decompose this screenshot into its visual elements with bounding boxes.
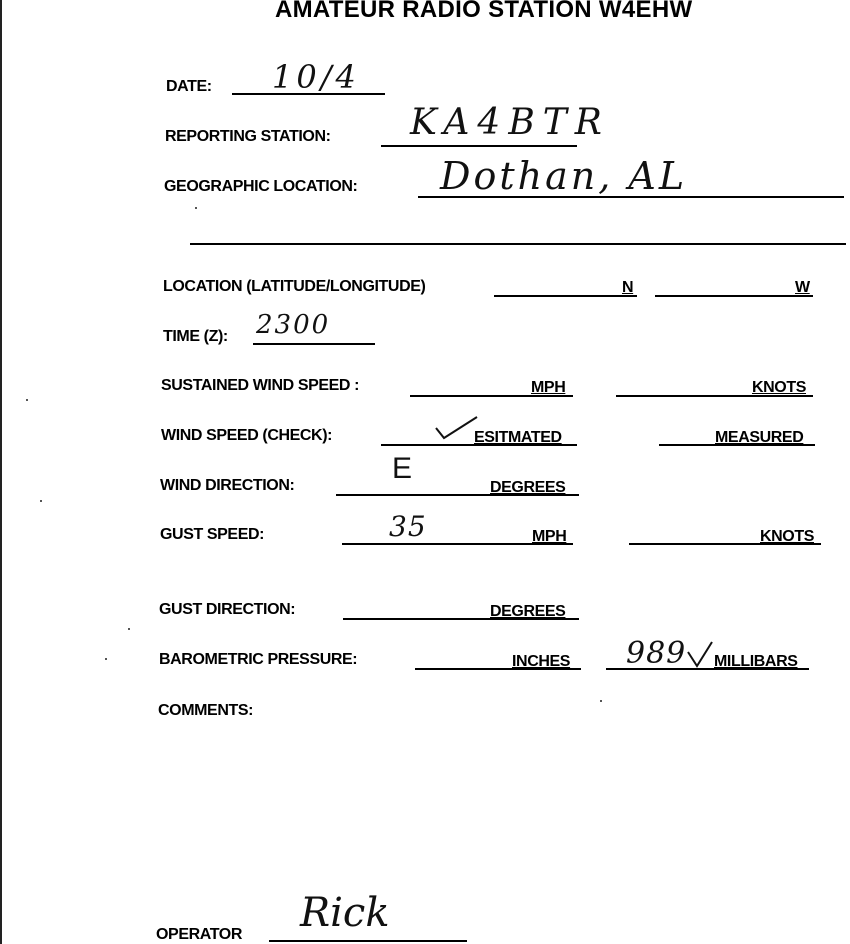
barometric-millibars-value[interactable]: 989	[626, 636, 687, 671]
operator-label: OPERATOR	[156, 926, 242, 943]
geographic-location-label: GEOGRAPHIC LOCATION:	[164, 178, 358, 195]
form-title: AMATEUR RADIO STATION W4EHW	[275, 0, 693, 23]
geographic-location-value[interactable]: Dothan, AL	[440, 154, 688, 198]
scan-speck	[26, 399, 28, 401]
scan-speck	[40, 500, 42, 502]
date-value[interactable]: 10/4	[272, 58, 360, 96]
wind-direction-unit: DEGREES	[490, 479, 566, 496]
longitude-line	[655, 295, 813, 297]
geographic-location-line-2	[190, 243, 846, 245]
wind-direction-label: WIND DIRECTION:	[160, 477, 295, 494]
gust-speed-knots-unit: KNOTS	[760, 528, 815, 545]
scan-speck	[105, 658, 107, 660]
measured-option-label: MEASURED	[715, 429, 804, 446]
time-value[interactable]: 2300	[256, 310, 331, 340]
latitude-unit: N	[622, 279, 634, 296]
gust-speed-label: GUST SPEED:	[160, 526, 265, 543]
wind-direction-value[interactable]: E	[392, 452, 417, 485]
barometric-millibars-unit: MILLIBARS	[714, 653, 798, 670]
location-latlon-label: LOCATION (LATITUDE/LONGITUDE)	[163, 278, 426, 295]
operator-value[interactable]: Rick	[300, 890, 390, 936]
latitude-line	[494, 295, 637, 297]
scan-speck	[600, 700, 602, 702]
gust-direction-unit: DEGREES	[490, 603, 566, 620]
scan-speck	[128, 628, 130, 630]
gust-speed-mph-unit: MPH	[532, 528, 567, 545]
longitude-unit: W	[795, 279, 810, 296]
sustained-wind-mph-unit: MPH	[531, 379, 566, 396]
operator-line	[269, 940, 467, 942]
barometric-pressure-label: BAROMETRIC PRESSURE:	[159, 651, 358, 668]
sustained-wind-knots-unit: KNOTS	[752, 379, 807, 396]
estimated-option-label: ESITMATED	[474, 429, 562, 446]
reporting-station-label: REPORTING STATION:	[165, 128, 331, 145]
gust-direction-label: GUST DIRECTION:	[159, 601, 296, 618]
time-line	[253, 343, 375, 345]
wind-speed-check-label: WIND SPEED (CHECK):	[161, 427, 333, 444]
date-label: DATE:	[166, 78, 212, 95]
page-edge	[0, 0, 2, 944]
millibars-checkmark-icon	[685, 640, 715, 670]
reporting-station-value[interactable]: KA4BTR	[410, 102, 610, 143]
scan-speck	[195, 207, 197, 209]
time-label: TIME (Z):	[163, 328, 228, 345]
reporting-station-line	[381, 145, 577, 147]
sustained-wind-label: SUSTAINED WIND SPEED :	[161, 377, 360, 394]
gust-speed-value[interactable]: 35	[389, 510, 427, 543]
estimated-checkmark-icon[interactable]	[432, 414, 480, 442]
comments-label: COMMENTS:	[158, 702, 254, 719]
barometric-inches-unit: INCHES	[512, 653, 571, 670]
